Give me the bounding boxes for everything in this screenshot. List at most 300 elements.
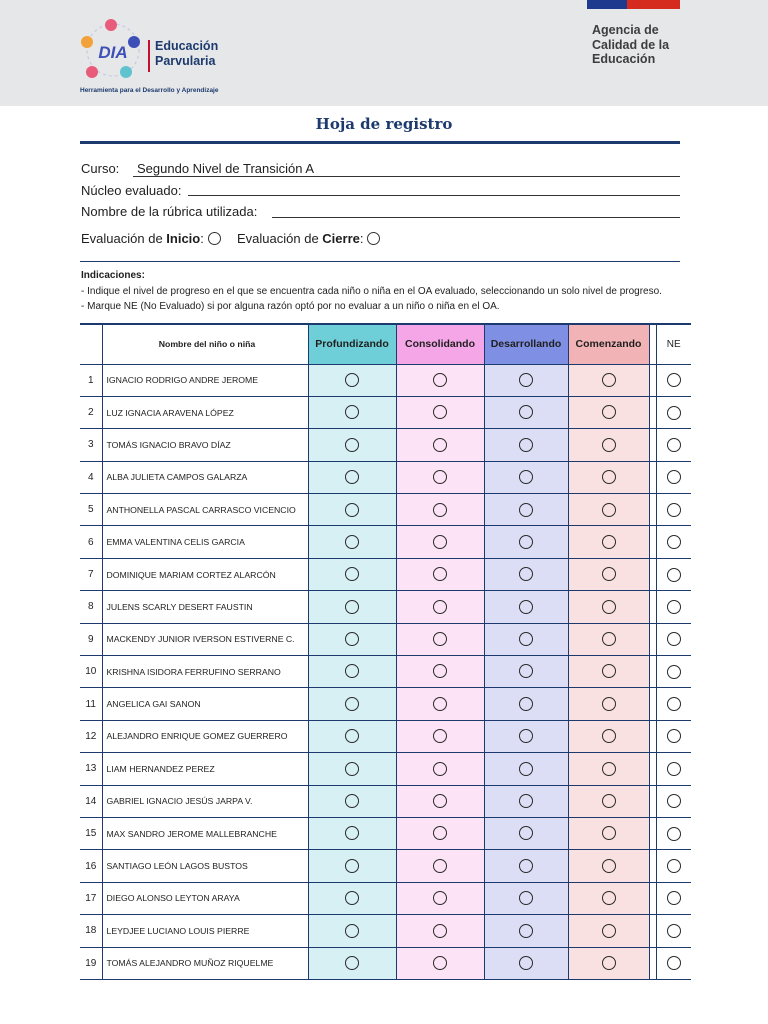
cell-consolidando xyxy=(396,526,484,558)
nucleo-label: Núcleo evaluado: xyxy=(81,183,182,198)
comenzando-radio[interactable] xyxy=(602,956,616,970)
ne-radio[interactable] xyxy=(667,406,681,420)
cell-profundizando xyxy=(308,429,396,461)
cierre-radio[interactable] xyxy=(367,232,380,245)
indications-heading: Indicaciones: xyxy=(81,270,145,281)
desarrollando-radio[interactable] xyxy=(519,697,533,711)
cell-comenzando xyxy=(568,396,649,428)
cell-profundizando xyxy=(308,753,396,785)
row-number: 15 xyxy=(85,828,97,840)
table-row xyxy=(80,429,691,461)
desarrollando-radio[interactable] xyxy=(519,891,533,905)
row-number: 18 xyxy=(85,925,97,937)
child-name: GABRIEL IGNACIO JESÚS JARPA V. xyxy=(102,785,308,817)
cell-profundizando xyxy=(308,850,396,882)
cell-consolidando xyxy=(396,656,484,688)
profundizando-radio[interactable] xyxy=(345,470,359,484)
cell-consolidando xyxy=(396,915,484,947)
consolidando-radio[interactable] xyxy=(433,503,447,517)
header-consolidando: Consolidando xyxy=(396,324,484,364)
table-row xyxy=(80,656,691,688)
child-name: DIEGO ALONSO LEYTON ARAYA xyxy=(102,882,308,914)
cell-comenzando xyxy=(568,753,649,785)
ne-radio[interactable] xyxy=(667,568,681,582)
consolidando-radio[interactable] xyxy=(433,600,447,614)
ne-radio[interactable] xyxy=(667,762,681,776)
ne-radio[interactable] xyxy=(667,535,681,549)
cell-profundizando xyxy=(308,461,396,493)
cell-ne xyxy=(656,688,691,720)
child-name: LEYDJEE LUCIANO LOUIS PIERRE xyxy=(102,915,308,947)
desarrollando-radio[interactable] xyxy=(519,794,533,808)
cell-ne xyxy=(656,526,691,558)
desarrollando-radio[interactable] xyxy=(519,470,533,484)
column-gap xyxy=(649,882,656,914)
row-number: 6 xyxy=(87,536,94,548)
cell-comenzando xyxy=(568,882,649,914)
column-gap xyxy=(649,558,656,590)
cierre-option[interactable] xyxy=(237,231,380,246)
child-name: KRISHNA ISIDORA FERRUFINO SERRANO xyxy=(102,656,308,688)
child-name: TOMÁS IGNACIO BRAVO DÍAZ xyxy=(102,429,308,461)
cell-ne xyxy=(656,461,691,493)
child-name: IGNACIO RODRIGO ANDRE JEROME xyxy=(102,364,308,396)
logo-separator xyxy=(148,40,150,72)
header-gap xyxy=(649,324,656,364)
child-name: ALBA JULIETA CAMPOS GALARZA xyxy=(102,461,308,493)
cell-comenzando xyxy=(568,591,649,623)
cell-consolidando xyxy=(396,558,484,590)
column-gap xyxy=(649,850,656,882)
cell-comenzando xyxy=(568,494,649,526)
curso-field[interactable]: Segundo Nivel de Transición A xyxy=(137,161,315,176)
cell-consolidando xyxy=(396,494,484,526)
logo-title-line2: Parvularia xyxy=(155,54,216,68)
header-comenzando: Comenzando xyxy=(568,324,649,364)
table-row xyxy=(80,558,691,590)
cell-desarrollando xyxy=(484,364,568,396)
flag-blue-stripe xyxy=(587,0,627,9)
comenzando-radio[interactable] xyxy=(602,405,616,419)
cell-desarrollando xyxy=(484,817,568,849)
comenzando-radio[interactable] xyxy=(602,826,616,840)
profundizando-radio[interactable] xyxy=(345,762,359,776)
cell-profundizando xyxy=(308,591,396,623)
desarrollando-radio[interactable] xyxy=(519,632,533,646)
ne-radio[interactable] xyxy=(667,697,681,711)
cell-desarrollando xyxy=(484,429,568,461)
profundizando-radio[interactable] xyxy=(345,826,359,840)
rubrica-field[interactable] xyxy=(272,217,680,218)
comenzando-radio[interactable] xyxy=(602,762,616,776)
cierre-bold: Cierre xyxy=(322,231,360,246)
ne-radio[interactable] xyxy=(667,373,681,387)
ne-radio[interactable] xyxy=(667,729,681,743)
child-name: LUZ IGNACIA ARAVENA LÓPEZ xyxy=(102,396,308,428)
desarrollando-radio[interactable] xyxy=(519,438,533,452)
row-number: 7 xyxy=(87,569,94,581)
desarrollando-radio[interactable] xyxy=(519,535,533,549)
cell-ne xyxy=(656,817,691,849)
profundizando-radio[interactable] xyxy=(345,567,359,581)
cell-profundizando xyxy=(308,656,396,688)
cell-desarrollando xyxy=(484,720,568,752)
column-gap xyxy=(649,947,656,979)
profundizando-radio[interactable] xyxy=(345,924,359,938)
cell-consolidando xyxy=(396,850,484,882)
cell-comenzando xyxy=(568,688,649,720)
form-rule xyxy=(80,261,680,262)
cell-comenzando xyxy=(568,785,649,817)
child-name: ALEJANDRO ENRIQUE GOMEZ GUERRERO xyxy=(102,720,308,752)
column-gap xyxy=(649,461,656,493)
cell-profundizando xyxy=(308,558,396,590)
cell-comenzando xyxy=(568,429,649,461)
cell-comenzando xyxy=(568,461,649,493)
column-gap xyxy=(649,688,656,720)
cell-ne xyxy=(656,720,691,752)
column-gap xyxy=(649,817,656,849)
table-body xyxy=(80,364,691,979)
column-gap xyxy=(649,364,656,396)
ne-radio[interactable] xyxy=(667,665,681,679)
agency-line2: Calidad de la xyxy=(592,37,670,52)
svg-text:DIA: DIA xyxy=(98,43,128,62)
profundizando-radio[interactable] xyxy=(345,535,359,549)
desarrollando-radio[interactable] xyxy=(519,664,533,678)
curso-underline xyxy=(133,176,680,177)
profundizando-radio[interactable] xyxy=(345,632,359,646)
inicio-radio[interactable] xyxy=(208,232,221,245)
profundizando-radio[interactable] xyxy=(345,729,359,743)
cell-profundizando xyxy=(308,915,396,947)
comenzando-radio[interactable] xyxy=(602,697,616,711)
cell-desarrollando xyxy=(484,753,568,785)
child-name: TOMÁS ALEJANDRO MUÑOZ RIQUELME xyxy=(102,947,308,979)
table-row xyxy=(80,396,691,428)
consolidando-radio[interactable] xyxy=(433,729,447,743)
ne-radio[interactable] xyxy=(667,438,681,452)
row-number: 19 xyxy=(85,957,97,969)
cell-profundizando xyxy=(308,720,396,752)
desarrollando-radio[interactable] xyxy=(519,405,533,419)
column-gap xyxy=(649,753,656,785)
desarrollando-radio[interactable] xyxy=(519,567,533,581)
comenzando-radio[interactable] xyxy=(602,632,616,646)
inicio-colon: : xyxy=(200,231,204,246)
agency-flag xyxy=(587,0,680,9)
cell-desarrollando xyxy=(484,785,568,817)
table-row xyxy=(80,688,691,720)
profundizando-radio[interactable] xyxy=(345,891,359,905)
consolidando-radio[interactable] xyxy=(433,373,447,387)
title-rule xyxy=(80,141,680,144)
cell-ne xyxy=(656,623,691,655)
dia-logo-icon xyxy=(78,18,148,82)
comenzando-radio[interactable] xyxy=(602,535,616,549)
child-name: EMMA VALENTINA CELIS GARCIA xyxy=(102,526,308,558)
column-gap xyxy=(649,494,656,526)
indications-line1: - Indique el nivel de progreso en el que se encuentra cada niño o niña en el OA evaluado, seleccionando un solo nivel de progreso. xyxy=(81,285,662,297)
cell-consolidando xyxy=(396,396,484,428)
child-name: MAX SANDRO JEROME MALLEBRANCHE xyxy=(102,817,308,849)
cell-consolidando xyxy=(396,720,484,752)
row-number: 3 xyxy=(87,439,94,451)
cell-profundizando xyxy=(308,494,396,526)
column-gap xyxy=(649,623,656,655)
profundizando-radio[interactable] xyxy=(345,956,359,970)
consolidando-radio[interactable] xyxy=(433,405,447,419)
consolidando-radio[interactable] xyxy=(433,697,447,711)
table-row xyxy=(80,817,691,849)
cell-comenzando xyxy=(568,558,649,590)
table-row xyxy=(80,915,691,947)
cell-profundizando xyxy=(308,688,396,720)
cierre-prefix: Evaluación de xyxy=(237,231,323,246)
consolidando-radio[interactable] xyxy=(433,567,447,581)
ne-radio[interactable] xyxy=(667,600,681,614)
consolidando-radio[interactable] xyxy=(433,891,447,905)
cell-comenzando xyxy=(568,915,649,947)
ne-radio[interactable] xyxy=(667,859,681,873)
cell-desarrollando xyxy=(484,396,568,428)
comenzando-radio[interactable] xyxy=(602,600,616,614)
cell-ne xyxy=(656,656,691,688)
desarrollando-radio[interactable] xyxy=(519,924,533,938)
table-row xyxy=(80,785,691,817)
profundizando-radio[interactable] xyxy=(345,405,359,419)
cell-profundizando xyxy=(308,785,396,817)
column-gap xyxy=(649,785,656,817)
row-number: 11 xyxy=(85,698,96,710)
row-number: 13 xyxy=(85,763,97,775)
comenzando-radio[interactable] xyxy=(602,729,616,743)
comenzando-radio[interactable] xyxy=(602,470,616,484)
profundizando-radio[interactable] xyxy=(345,697,359,711)
row-number: 12 xyxy=(85,730,97,742)
table-row xyxy=(80,364,691,396)
consolidando-radio[interactable] xyxy=(433,924,447,938)
cell-comenzando xyxy=(568,817,649,849)
profundizando-radio[interactable] xyxy=(345,373,359,387)
cell-consolidando xyxy=(396,785,484,817)
profundizando-radio[interactable] xyxy=(345,503,359,517)
header-desarrollando: Desarrollando xyxy=(484,324,568,364)
cell-comenzando xyxy=(568,850,649,882)
desarrollando-radio[interactable] xyxy=(519,826,533,840)
cell-profundizando xyxy=(308,526,396,558)
column-gap xyxy=(649,915,656,947)
agency-line1: Agencia de xyxy=(592,23,659,37)
header-ne: NE xyxy=(666,338,681,350)
consolidando-radio[interactable] xyxy=(433,762,447,776)
cell-ne xyxy=(656,396,691,428)
cell-consolidando xyxy=(396,364,484,396)
cell-consolidando xyxy=(396,947,484,979)
comenzando-radio[interactable] xyxy=(602,373,616,387)
row-number: 16 xyxy=(85,860,97,872)
page-title: Hoja de registro xyxy=(315,115,453,133)
comenzando-radio[interactable] xyxy=(602,503,616,517)
cell-comenzando xyxy=(568,526,649,558)
desarrollando-radio[interactable] xyxy=(519,373,533,387)
column-gap xyxy=(649,396,656,428)
row-number: 1 xyxy=(87,374,94,386)
desarrollando-radio[interactable] xyxy=(519,729,533,743)
profundizando-radio[interactable] xyxy=(345,664,359,678)
cell-consolidando xyxy=(396,623,484,655)
inicio-bold: Inicio xyxy=(166,231,201,246)
consolidando-radio[interactable] xyxy=(433,470,447,484)
cell-consolidando xyxy=(396,688,484,720)
curso-label: Curso: xyxy=(81,161,120,176)
column-gap xyxy=(649,591,656,623)
cell-ne xyxy=(656,947,691,979)
comenzando-radio[interactable] xyxy=(602,859,616,873)
cell-desarrollando xyxy=(484,947,568,979)
comenzando-radio[interactable] xyxy=(602,794,616,808)
profundizando-radio[interactable] xyxy=(345,600,359,614)
cell-ne xyxy=(656,558,691,590)
column-gap xyxy=(649,720,656,752)
row-number: 10 xyxy=(85,666,97,678)
desarrollando-radio[interactable] xyxy=(519,762,533,776)
agency-name xyxy=(592,23,702,67)
row-number: 9 xyxy=(87,633,94,645)
consolidando-radio[interactable] xyxy=(433,664,447,678)
cell-consolidando xyxy=(396,882,484,914)
cell-profundizando xyxy=(308,396,396,428)
cell-ne xyxy=(656,915,691,947)
column-gap xyxy=(649,526,656,558)
consolidando-radio[interactable] xyxy=(433,438,447,452)
desarrollando-radio[interactable] xyxy=(519,600,533,614)
header-name: Nombre del niño o niña xyxy=(102,324,308,364)
table-row xyxy=(80,947,691,979)
ne-radio[interactable] xyxy=(667,632,681,646)
register-table xyxy=(80,323,691,980)
consolidando-radio[interactable] xyxy=(433,535,447,549)
cell-comenzando xyxy=(568,656,649,688)
desarrollando-radio[interactable] xyxy=(519,503,533,517)
consolidando-radio[interactable] xyxy=(433,956,447,970)
cell-desarrollando xyxy=(484,461,568,493)
cell-desarrollando xyxy=(484,558,568,590)
cell-consolidando xyxy=(396,461,484,493)
ne-radio[interactable] xyxy=(667,503,681,517)
row-number: 2 xyxy=(87,407,94,419)
header-number xyxy=(80,324,102,364)
inicio-option[interactable] xyxy=(81,231,221,246)
cierre-colon: : xyxy=(359,231,364,246)
table-row xyxy=(80,753,691,785)
table-row xyxy=(80,461,691,493)
desarrollando-radio[interactable] xyxy=(519,859,533,873)
profundizando-radio[interactable] xyxy=(345,859,359,873)
cell-desarrollando xyxy=(484,915,568,947)
desarrollando-radio[interactable] xyxy=(519,956,533,970)
indications-line2: - Marque NE (No Evaluado) si por alguna razón optó por no evaluar a un niño o niña en el OA. xyxy=(81,301,500,312)
consolidando-radio[interactable] xyxy=(433,859,447,873)
consolidando-radio[interactable] xyxy=(433,632,447,646)
child-name: SANTIAGO LEÓN LAGOS BUSTOS xyxy=(102,850,308,882)
cell-profundizando xyxy=(308,623,396,655)
ne-radio[interactable] xyxy=(667,891,681,905)
comenzando-radio[interactable] xyxy=(602,664,616,678)
nucleo-field[interactable] xyxy=(188,195,680,196)
consolidando-radio[interactable] xyxy=(433,794,447,808)
cell-profundizando xyxy=(308,882,396,914)
child-name: LIAM HERNANDEZ PEREZ xyxy=(102,753,308,785)
cell-ne xyxy=(656,364,691,396)
indications xyxy=(81,268,662,315)
comenzando-radio[interactable] xyxy=(602,567,616,581)
child-name: MACKENDY JUNIOR IVERSON ESTIVERNE C. xyxy=(102,623,308,655)
table-row xyxy=(80,720,691,752)
cell-ne xyxy=(656,429,691,461)
ne-radio[interactable] xyxy=(667,956,681,970)
cell-ne xyxy=(656,850,691,882)
comenzando-radio[interactable] xyxy=(602,891,616,905)
cell-consolidando xyxy=(396,753,484,785)
profundizando-radio[interactable] xyxy=(345,794,359,808)
logo-tagline: Herramienta para el Desarrollo y Aprendizaje xyxy=(80,87,219,94)
comenzando-radio[interactable] xyxy=(602,438,616,452)
comenzando-radio[interactable] xyxy=(602,924,616,938)
table-row xyxy=(80,850,691,882)
flag-red-stripe xyxy=(627,0,680,9)
consolidando-radio[interactable] xyxy=(433,826,447,840)
cell-comenzando xyxy=(568,947,649,979)
row-number: 5 xyxy=(87,504,94,516)
cell-profundizando xyxy=(308,947,396,979)
cell-desarrollando xyxy=(484,656,568,688)
cell-consolidando xyxy=(396,429,484,461)
ne-radio[interactable] xyxy=(667,470,681,484)
cell-desarrollando xyxy=(484,591,568,623)
row-number: 8 xyxy=(87,601,94,613)
cell-desarrollando xyxy=(484,494,568,526)
logo-title xyxy=(155,39,218,69)
cell-desarrollando xyxy=(484,526,568,558)
cell-ne xyxy=(656,785,691,817)
cell-comenzando xyxy=(568,720,649,752)
cell-consolidando xyxy=(396,591,484,623)
table-row xyxy=(80,591,691,623)
row-number: 4 xyxy=(87,471,94,483)
ne-radio[interactable] xyxy=(667,827,681,841)
table-row xyxy=(80,494,691,526)
child-name: DOMINIQUE MARIAM CORTEZ ALARCÓN xyxy=(102,558,308,590)
ne-radio[interactable] xyxy=(667,924,681,938)
cell-ne xyxy=(656,591,691,623)
cell-profundizando xyxy=(308,817,396,849)
cell-desarrollando xyxy=(484,882,568,914)
table-row xyxy=(80,526,691,558)
ne-radio[interactable] xyxy=(667,794,681,808)
cell-desarrollando xyxy=(484,623,568,655)
header-band xyxy=(0,0,768,106)
child-name: JULENS SCARLY DESERT FAUSTIN xyxy=(102,591,308,623)
header-profundizando: Profundizando xyxy=(308,324,396,364)
profundizando-radio[interactable] xyxy=(345,438,359,452)
table-header-row xyxy=(80,324,691,364)
cell-comenzando xyxy=(568,623,649,655)
cell-desarrollando xyxy=(484,850,568,882)
inicio-prefix: Evaluación de xyxy=(81,231,167,246)
column-gap xyxy=(649,429,656,461)
logo-title-line1: Educación xyxy=(155,39,219,53)
